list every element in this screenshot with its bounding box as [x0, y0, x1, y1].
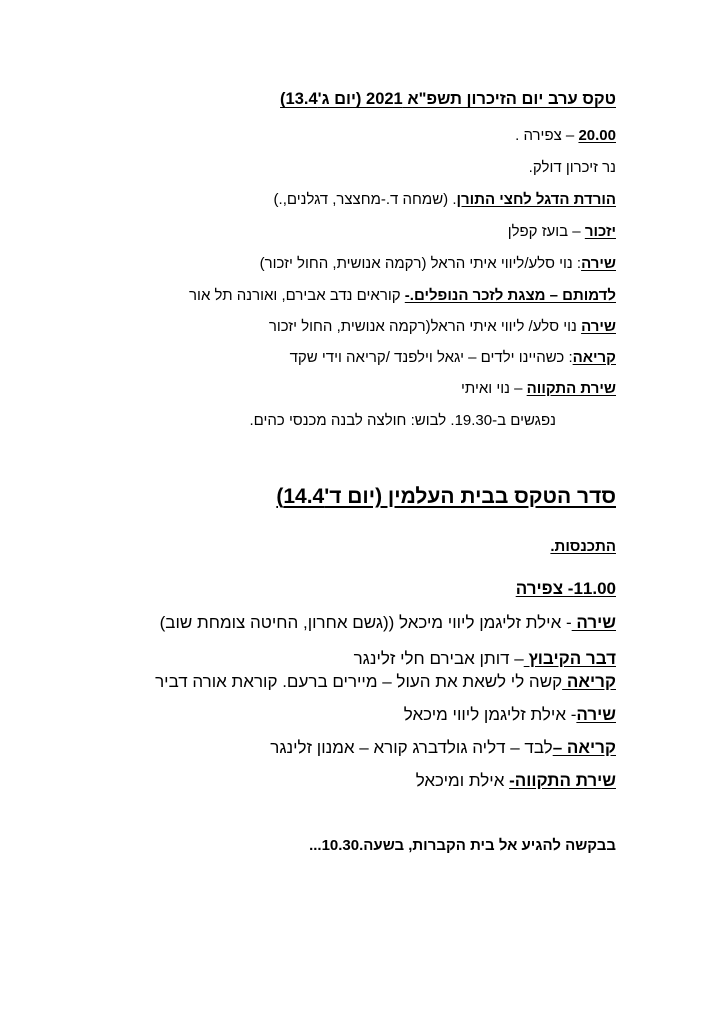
program-line-song-3: [160, 613, 616, 633]
ceremony-eve-title: טקס ערב יום הזיכרון תשפ"א 2021 (יום ג'13.4): [280, 90, 616, 108]
program-text: : כשהיינו ילדים – יגאל וילפנד /קריאה וידי שקד: [289, 349, 573, 366]
program-line-song-2: [269, 318, 616, 335]
program-line-yizkor: [508, 223, 616, 240]
program-text: נפגשים ב-19.30. לבוש: חולצה לבנה מכנסי כהים.: [249, 412, 556, 429]
program-line-reading: [290, 349, 616, 366]
program-line-reading-2: [155, 672, 616, 692]
gathering-label: התכנסות.: [550, 538, 616, 555]
program-line-reading-3: [270, 738, 616, 758]
item-label: שירת התקווה: [526, 380, 616, 397]
program-text: אילת ומיכאל: [415, 771, 510, 790]
cemetery-ceremony-title: סדר הטקס בבית העלמין (יום ד'14.4): [276, 485, 616, 508]
item-label: קריאה: [562, 672, 616, 691]
item-label: דבר הקיבוץ: [523, 649, 616, 668]
program-line-anthem-2: [416, 771, 616, 791]
item-label: לדמותם – מצגת לזכר הנופלים.-: [404, 287, 616, 304]
meeting-note: [249, 412, 556, 429]
item-label: קריאה –: [552, 738, 616, 757]
program-line-candle: [529, 159, 616, 176]
program-text: : נוי סלע/ליווי איתי הראל (רקמה אנושית, החול יזכור): [259, 255, 582, 272]
program-line-kibbutz: [354, 649, 616, 669]
item-label: קריאה: [572, 349, 616, 366]
item-label: שירה: [581, 255, 616, 272]
program-line-flag: [274, 191, 616, 208]
item-label: שירת התקווה-: [509, 771, 616, 790]
program-text: – צפירה .: [515, 127, 579, 144]
program-text: - אילת זליגמן ליווי מיכאל: [403, 705, 577, 724]
program-line-siren: [515, 127, 616, 144]
program-text: – דותן אבירם חלי זלינגר: [353, 649, 524, 668]
program-text: קוראים נדב אבירם, ואורנה תל אור: [189, 287, 405, 304]
cemetery-arrival-note: בבקשה להגיע אל בית הקברות, בשעה.10.30...: [309, 837, 616, 854]
program-text: . (שמחה ד.-מחצצר, דגלנים,.): [273, 191, 457, 208]
program-line-song-1: [260, 255, 616, 272]
item-label: שירה: [571, 613, 616, 632]
program-line-presentation: [189, 287, 616, 304]
time-label: 20.00: [578, 127, 616, 144]
item-label: הורדת הדגל לחצי התורן: [456, 191, 616, 208]
item-label: שירה: [581, 318, 616, 335]
item-label: שירה: [576, 705, 616, 724]
program-text: - אילת זליגמן ליווי מיכאל ((גשם אחרון, החיטה צומחת שוב): [159, 613, 572, 632]
program-text: קשה לי לשאת את העול – מיירים ברעם. קוראת אורה דביר: [155, 672, 563, 691]
program-text: לבד – דליה גולדברג קורא – אמנון זלינגר: [270, 738, 553, 757]
siren-label: 11.00- צפירה: [515, 579, 616, 598]
program-text: נר זיכרון דולק.: [528, 159, 616, 176]
program-text: נוי סלע/ ליווי איתי הראל(רקמה אנושית, החול יזכור: [268, 318, 582, 335]
item-label: יזכור: [584, 223, 616, 240]
program-text: – נוי ואיתי: [461, 380, 527, 397]
program-line-song-4: [404, 705, 616, 725]
program-line-anthem: [461, 380, 616, 397]
program-text: – בועז קפלן: [507, 223, 585, 240]
